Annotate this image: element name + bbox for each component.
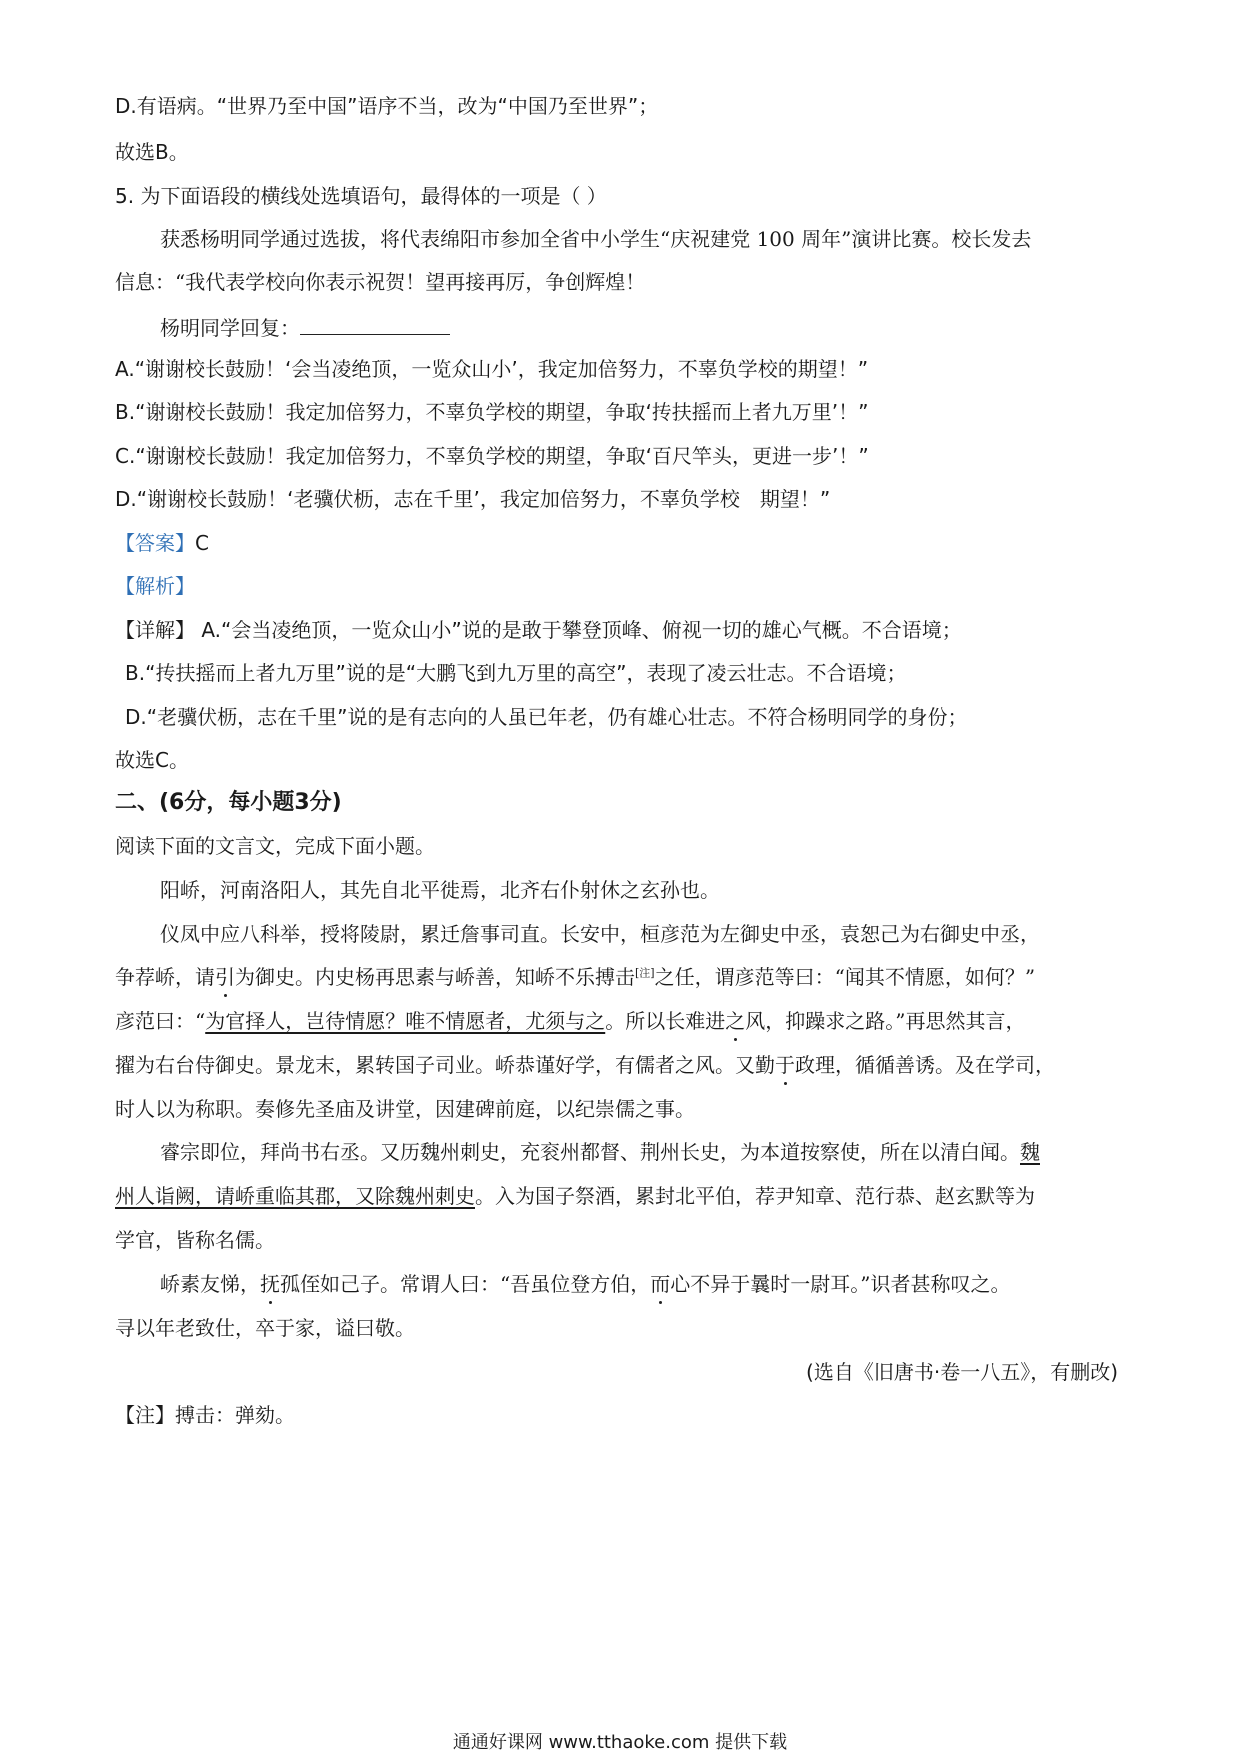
text-span: 。所以长难进 xyxy=(605,1009,726,1033)
option-c: C.“谢谢校长鼓励！我定加倍努力，不辜负学校的期望，争取‘百尺竿头，更进一步’！” xyxy=(115,444,869,468)
footer-watermark: 通通好课网 www.tthaoke.com 提供下载 xyxy=(452,1732,788,1753)
classical-line-7 xyxy=(160,1142,1040,1162)
underlined-sentence-2-start: 魏 xyxy=(1020,1140,1040,1164)
text-span: 风，抑躁求之路。”再思然其言， xyxy=(745,1009,1026,1033)
option-b: B.“谢谢校长鼓励！我定加倍努力，不辜负学校的期望，争取‘抟扶摇而上者九万里’！” xyxy=(115,400,869,424)
question-5: 5. 为下面语段的横线处选填语句，最得体的一项是（ ） xyxy=(115,184,607,208)
passage-line-3 xyxy=(160,316,450,338)
classical-line-11: 寻以年老致仕，卒于家，谥曰敬。 xyxy=(115,1316,415,1340)
note-marker: [注] xyxy=(635,966,655,980)
text-span: 政理，循循善诱。及在学司， xyxy=(795,1053,1055,1077)
text-span: 峤素友悌， xyxy=(160,1272,260,1296)
text-span: 睿宗即位，拜尚书右丞。又历魏州刺史，充衮州都督、荆州长史，为本道按察使，所在以清白闻。 xyxy=(160,1140,1020,1164)
reply-label: 杨明同学回复： xyxy=(160,316,300,340)
classical-line-6: 时人以为称职。奏修先圣庙及讲堂，因建碑前庭，以纪崇儒之事。 xyxy=(115,1097,695,1121)
text-span: 之任，谓彦范等曰：“闻其不情愿，如何？” xyxy=(654,965,1036,989)
text-span: 彦范曰：“ xyxy=(115,1009,206,1033)
answer-tag: 【答案】 xyxy=(115,531,195,555)
detail-line-2: B.“抟扶摇而上者九万里”说的是“大鹏飞到九万里的高空”，表现了凌云壮志。不合语境； xyxy=(125,661,907,685)
text-span: 孤侄如己子。常谓人曰：“吾虽位登方伯， xyxy=(280,1272,651,1296)
passage-line-1: 获悉杨明同学通过选拔，将代表绵阳市参加全省中小学生“庆祝建党 100 周年”演讲比赛。校长发去 xyxy=(160,227,1032,251)
classical-line-8 xyxy=(115,1186,1035,1206)
detail-line-1: 【详解】 A.“会当凌绝顶，一览众山小”说的是敢于攀登顶峰、俯视一切的雄心气概。不合语境； xyxy=(115,618,962,642)
classical-line-9: 学官，皆称名儒。 xyxy=(115,1228,275,1252)
conclusion-b: 故选B。 xyxy=(115,140,189,164)
reading-instruction: 阅读下面的文言文，完成下面小题。 xyxy=(115,834,435,858)
classical-line-3 xyxy=(115,967,1035,987)
section-2-heading: 二、(6分，每小题3分) xyxy=(115,790,342,815)
classical-line-5 xyxy=(115,1055,1055,1075)
text-span: 为御史。内史杨再思素与峤善，知峤不乐搏击 xyxy=(235,965,635,989)
option-a: A.“谢谢校长鼓励！‘会当凌绝顶，一览众山小’，我定加倍努力，不辜负学校的期望！” xyxy=(115,357,869,381)
footnote: 【注】搏击：弹劾。 xyxy=(115,1403,295,1427)
classical-line-10 xyxy=(160,1274,1010,1294)
dotted-char: 抚 xyxy=(260,1272,280,1296)
answer-value: C xyxy=(195,531,209,555)
passage-line-2: 信息：“我代表学校向你表示祝贺！望再接再厉，争创辉煌！ xyxy=(115,270,646,294)
text-span: 擢为右台侍御史。景龙末，累转国子司业。峤恭谨好学，有儒者之风。又勤 xyxy=(115,1053,775,1077)
classical-line-4 xyxy=(115,1011,1025,1031)
detail-line-4: 故选C。 xyxy=(115,748,189,772)
underlined-sentence-1: 为官择人，岂待情愿？唯不情愿者，尤须与之 xyxy=(205,1009,606,1033)
option-d: D.“谢谢校长鼓励！‘老骥伏枥，志在千里’，我定加倍努力，不辜负学校 期望！” xyxy=(115,487,831,511)
dotted-char: 引 xyxy=(215,965,235,989)
text-span: 心不异于曩时一尉耳。”识者甚称叹之。 xyxy=(670,1272,1011,1296)
classical-line-1: 阳峤，河南洛阳人，其先自北平徙焉，北齐右仆射休之玄孙也。 xyxy=(160,878,720,902)
text-span: 。入为国子祭酒，累封北平伯，荐尹知章、范行恭、赵玄默等为 xyxy=(475,1184,1035,1208)
option-d-explanation: D.有语病。“世界乃至中国”语序不当，改为“中国乃至世界”； xyxy=(115,94,659,118)
dotted-char: 之 xyxy=(725,1009,746,1033)
classical-line-2: 仪凤中应八科举，授将陵尉，累迁詹事司直。长安中，桓彦范为左御史中丞，袁恕己为右御史中丞， xyxy=(160,922,1040,946)
dotted-char: 而 xyxy=(650,1272,671,1296)
detail-line-3: D.“老骥伏枥，志在千里”说的是有志向的人虽已年老，仍有雄心壮志。不符合杨明同学的身份； xyxy=(125,705,968,729)
underlined-sentence-2: 州人诣阙，请峤重临其郡，又除魏州刺史 xyxy=(115,1184,475,1208)
source-citation: (选自《旧唐书·卷一八五》，有删改) xyxy=(806,1360,1118,1384)
text-span: 争荐峤，请 xyxy=(115,965,215,989)
answer-blank xyxy=(300,316,450,335)
analysis-tag: 【解析】 xyxy=(115,574,195,598)
answer-line xyxy=(115,533,209,553)
dotted-char: 于 xyxy=(775,1053,795,1077)
